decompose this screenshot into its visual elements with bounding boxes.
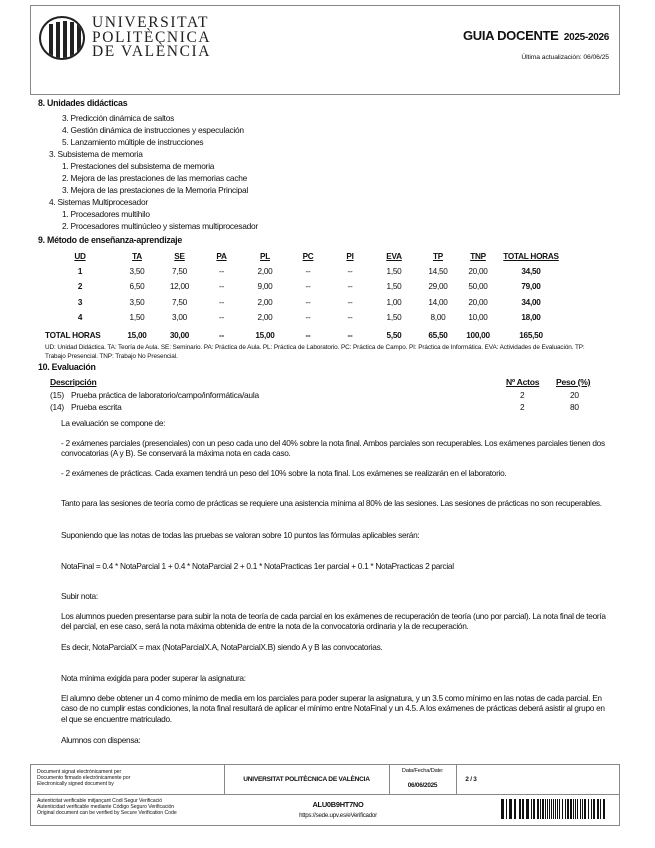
table-cell: -- (305, 297, 311, 307)
section-heading-evaluacion: 10. Evaluación (38, 362, 96, 372)
barcode-bar (537, 799, 539, 819)
barcode-bar (597, 799, 599, 819)
table-cell: -- (347, 331, 353, 341)
eval-row-actos: 2 (520, 390, 525, 400)
list-item: 3. Subsistema de memoria (49, 149, 143, 159)
table-cell: -- (219, 282, 224, 292)
barcode-bar (575, 799, 576, 819)
barcode-bar (547, 799, 548, 819)
table-row (45, 310, 565, 325)
university-name (92, 16, 211, 60)
hours-table (45, 249, 565, 340)
list-item: 3. Predicción dinámica de saltos (62, 113, 175, 123)
eval-row-code: (15) (50, 390, 64, 400)
barcode-bar (540, 799, 541, 819)
barcode-bar (531, 799, 532, 819)
signature-footer (30, 764, 620, 826)
eval-paragraph: Alumnos con dispensa: (61, 735, 141, 745)
table-cell: 2,00 (257, 267, 273, 277)
table-total-row (45, 325, 565, 340)
barcode-bar (551, 799, 552, 819)
eval-row-actos: 2 (520, 402, 525, 412)
table-cell: -- (305, 282, 311, 292)
total-label: TOTAL HORAS (45, 331, 101, 341)
column-header-peso: Peso (%) (556, 377, 591, 387)
date-label: Data/Fecha/Date: (401, 768, 444, 774)
barcode-bar (600, 799, 601, 819)
column-header: TP (433, 252, 443, 262)
list-item: 4. Gestión dinámica de instrucciones y especulación (62, 125, 244, 135)
eval-row-peso: 80 (570, 402, 579, 412)
barcode-bar (533, 799, 535, 819)
table-cell: -- (219, 267, 224, 277)
signed-by-label (37, 769, 130, 788)
barcode-bar (584, 799, 586, 819)
verify-line: Autenticidad verificable mediante Código Seguro Verificación (37, 804, 175, 811)
table-cell: 2,00 (257, 297, 273, 307)
table-cell: -- (305, 267, 311, 277)
table-cell: 3,50 (129, 297, 145, 307)
eval-row-peso: 20 (570, 390, 579, 400)
document-title (463, 28, 609, 43)
table-cell: 8,00 (430, 312, 446, 322)
table-cell: 30,00 (169, 331, 190, 341)
list-item: 5. Lanzamiento múltiple de instrucciones (62, 137, 204, 147)
university-logo (39, 16, 211, 60)
table-cell: -- (219, 331, 224, 341)
barcode-bar (588, 799, 589, 819)
barcode-bar (557, 799, 558, 819)
barcode-bar (603, 799, 605, 819)
table-cell: 5,50 (386, 331, 402, 341)
eval-paragraph: Los alumnos pueden presentarse para subir la nota de teoría de cada parcial en los exámenes de recuperación de teoría (uno por parcial). La nota final de teoría del parcial, en ese caso, será la nota máxima obtenida de entre la nota de la convocatoria ordinaria y la de recuperación. (61, 611, 606, 632)
table-cell: -- (219, 312, 224, 322)
barcode-bar (553, 799, 554, 819)
table-cell: 20,00 (468, 297, 488, 307)
table-legend: UD: Unidad Didáctica. TA: Teoría de Aula. SE: Seminario. PA: Práctica de Aula. PL: Práctica de Laboratorio. PC: Práctica de Campo. PI: Práctica de Informática. EVA: Actividades de Evaluación. TP: Trabajo Presencial. TNP: Trabajo No Presencial. (45, 344, 585, 360)
table-cell: 3 (77, 297, 83, 307)
eval-row-code: (14) (50, 402, 64, 412)
barcode-bar (591, 799, 592, 819)
list-item: 2. Mejora de las prestaciones de las memorias cache (62, 173, 248, 183)
signed-by-line: Electronically signed document by (37, 781, 114, 788)
table-cell: 165,50 (519, 331, 543, 341)
table-cell: -- (347, 282, 353, 292)
table-cell: 1,50 (386, 267, 402, 277)
logo-line: DE VALÈNCIA (92, 43, 212, 61)
barcode-bar (570, 799, 572, 819)
column-header: TOTAL HORAS (503, 252, 559, 262)
document-header (30, 5, 620, 95)
table-cell: 4 (77, 312, 83, 322)
barcode-bar (582, 799, 583, 819)
barcode-bar (559, 799, 560, 819)
list-item: 1. Procesadores multihilo (62, 209, 150, 219)
table-cell: 65,50 (428, 331, 448, 341)
table-cell: 14,50 (428, 267, 448, 277)
barcode-bar (555, 799, 556, 819)
barcode-bar (509, 799, 512, 819)
table-cell: 12,00 (169, 282, 190, 292)
column-header-actos: Nº Actos (506, 377, 540, 387)
logo-line: UNIVERSITAT (92, 14, 210, 32)
column-header: PL (260, 252, 270, 262)
column-header: TA (132, 252, 142, 262)
list-item: 3. Mejora de las prestaciones de la Memoria Principal (62, 185, 248, 195)
barcode-bar (549, 799, 550, 819)
table-cell: 34,00 (521, 297, 541, 307)
table-cell: -- (347, 312, 353, 322)
academic-year: 2025-2026 (563, 32, 609, 43)
table-cell: -- (305, 331, 311, 341)
barcode-bar (580, 799, 581, 819)
eval-paragraph: Nota mínima exigida para poder superar la asignatura: (61, 673, 246, 683)
column-header: PA (216, 252, 227, 262)
barcode-bar (593, 799, 595, 819)
section-heading-metodo: 9. Método de enseñanza-aprendizaje (38, 235, 183, 245)
table-cell: 50,00 (468, 282, 488, 292)
barcode-bar (514, 799, 516, 819)
verify-line: Original document can be verified by Secure Verification Code (37, 810, 177, 817)
barcode-bar (501, 799, 504, 819)
table-cell: 29,00 (428, 282, 448, 292)
table-cell: 79,00 (521, 282, 541, 292)
eval-row-desc: Prueba práctica de laboratorio/campo/informática/aula (71, 390, 259, 400)
column-header: PC (302, 252, 314, 262)
eval-paragraph: El alumno debe obtener un 4 como mínimo de media em los parciales para poder superar la asignatura, y un 3.5 como mínimo en las notas de cada parcial. En caso de no cumplir estas condiciones, la nota final resultará de aplicar el mínimo entre NotaFinal y un 4.5. A los exámenes de prácticas deberá asistir al grupo en el que se encuentre matriculado. (61, 693, 605, 724)
table-cell: 18,00 (521, 312, 541, 322)
table-row (45, 279, 565, 294)
table-cell: 1,50 (386, 312, 402, 322)
university-seal-icon (39, 16, 85, 60)
barcode-bar (577, 799, 578, 819)
table-cell: 1,00 (386, 297, 402, 307)
verification-code: ALU0B9HT7NO (312, 800, 364, 809)
table-cell: 6,50 (129, 282, 145, 292)
list-item: 4. Sistemas Multiprocesador (49, 197, 148, 207)
table-cell: 15,00 (255, 331, 275, 341)
section-heading-unidades: 8. Unidades didácticas (38, 98, 128, 108)
table-cell: 3,50 (129, 267, 145, 277)
column-header: EVA (386, 252, 402, 262)
table-cell: 2 (77, 282, 83, 292)
eval-paragraph: La evaluación se compone de: (61, 418, 166, 428)
table-header-row (45, 249, 565, 264)
table-cell: 20,00 (468, 267, 488, 277)
eval-paragraph: Tanto para las sesiones de teoría como de prácticas se requiere una asistencia mínima al 80% de las sesiones. Las sesiones de prácticas no son recuperables. (61, 498, 602, 508)
barcode-bar (567, 799, 569, 819)
table-cell: 1 (77, 267, 83, 277)
eval-paragraph: - 2 exámenes de prácticas. Cada examen tendrá un peso del 10% sobre la nota final. Los exámenes se realizarán en el laboratorio. (61, 468, 507, 478)
table-cell: -- (347, 297, 353, 307)
barcode-bar (522, 799, 524, 819)
table-cell: -- (347, 267, 353, 277)
table-cell: 15,00 (127, 331, 147, 341)
list-item: 1. Prestaciones del subsistema de memoria (62, 161, 215, 171)
table-cell: 7,50 (172, 297, 187, 307)
table-cell: 100,00 (466, 331, 490, 341)
page-number: 2 / 3 (465, 776, 477, 783)
eval-paragraph: - 2 exámenes parciales (presenciales) con un peso cada uno del 40% sobre la nota final. Ambos parciales son recuperables. Los exámenes parciales tienen dos convocatorias (A y B). Se conservará la máxima nota en cada caso. (61, 438, 605, 459)
verify-line: Autenticitat verificable mitjançant Codi Segur Verificació (37, 798, 163, 804)
column-header: UD (74, 252, 86, 262)
eval-row-desc: Prueba escrita (71, 402, 122, 412)
verification-url[interactable]: https://sede.upv.es/eVerificador (299, 812, 377, 819)
column-header-descripcion: Descripción (50, 377, 97, 387)
barcode-bar (565, 799, 566, 819)
column-header: PI (346, 252, 354, 262)
eval-formula: NotaFinal = 0.4 * NotaParcial 1 + 0.4 * NotaParcial 2 + 0.1 * NotaPracticas 1er parcial + 0.1 * NotaPracticas 2 parcial (61, 561, 454, 571)
last-updated: Última actualización: 06/06/25 (521, 54, 609, 61)
title-text: GUIA DOCENTE (462, 28, 559, 43)
logo-line: POLITÈCNICA (92, 28, 212, 46)
date-value: 06/06/2025 (407, 782, 438, 789)
table-cell: 1,50 (386, 282, 402, 292)
table-cell: 2,00 (257, 312, 273, 322)
barcode-icon (501, 799, 607, 819)
footer-university: UNIVERSITAT POLITÈCNICA DE VALÈNCIA (243, 776, 370, 783)
table-cell: -- (219, 297, 224, 307)
column-header: SE (174, 252, 185, 262)
table-cell: 7,50 (172, 267, 187, 277)
table-cell: 14,00 (428, 297, 448, 307)
table-cell: 3,00 (172, 312, 187, 322)
verify-label (37, 798, 177, 817)
column-header: TNP (470, 252, 486, 262)
table-cell: 9,00 (257, 282, 273, 292)
table-cell: 34,50 (521, 267, 541, 277)
barcode-bar (519, 799, 521, 819)
barcode-bar (506, 799, 507, 819)
table-cell: 10,00 (468, 312, 488, 322)
barcode-bar (562, 799, 563, 819)
eval-paragraph: Subir nota: (61, 591, 98, 601)
barcode-bar (542, 799, 544, 819)
barcode-bar (526, 799, 529, 819)
table-row (45, 264, 565, 279)
barcode-bar (573, 799, 574, 819)
barcode-bar (545, 799, 546, 819)
list-item: 2. Procesadores multinúcleo y sistemas multiprocesador (62, 221, 258, 231)
table-row (45, 295, 565, 310)
signed-by-line: Documento firmado electrónicamente por (37, 775, 131, 782)
eval-paragraph: Es decir, NotaParcialX = max (NotaParcialX.A, NotaParcialX.B) siendo A y B las convocatorias. (61, 642, 383, 652)
table-cell: -- (305, 312, 311, 322)
signed-by-line: Document signat electrònicament per (37, 769, 122, 775)
eval-paragraph: Suponiendo que las notas de todas las pruebas se valoran sobre 10 puntos las fórmulas aplicables serán: (61, 530, 420, 540)
table-cell: 1,50 (129, 312, 145, 322)
